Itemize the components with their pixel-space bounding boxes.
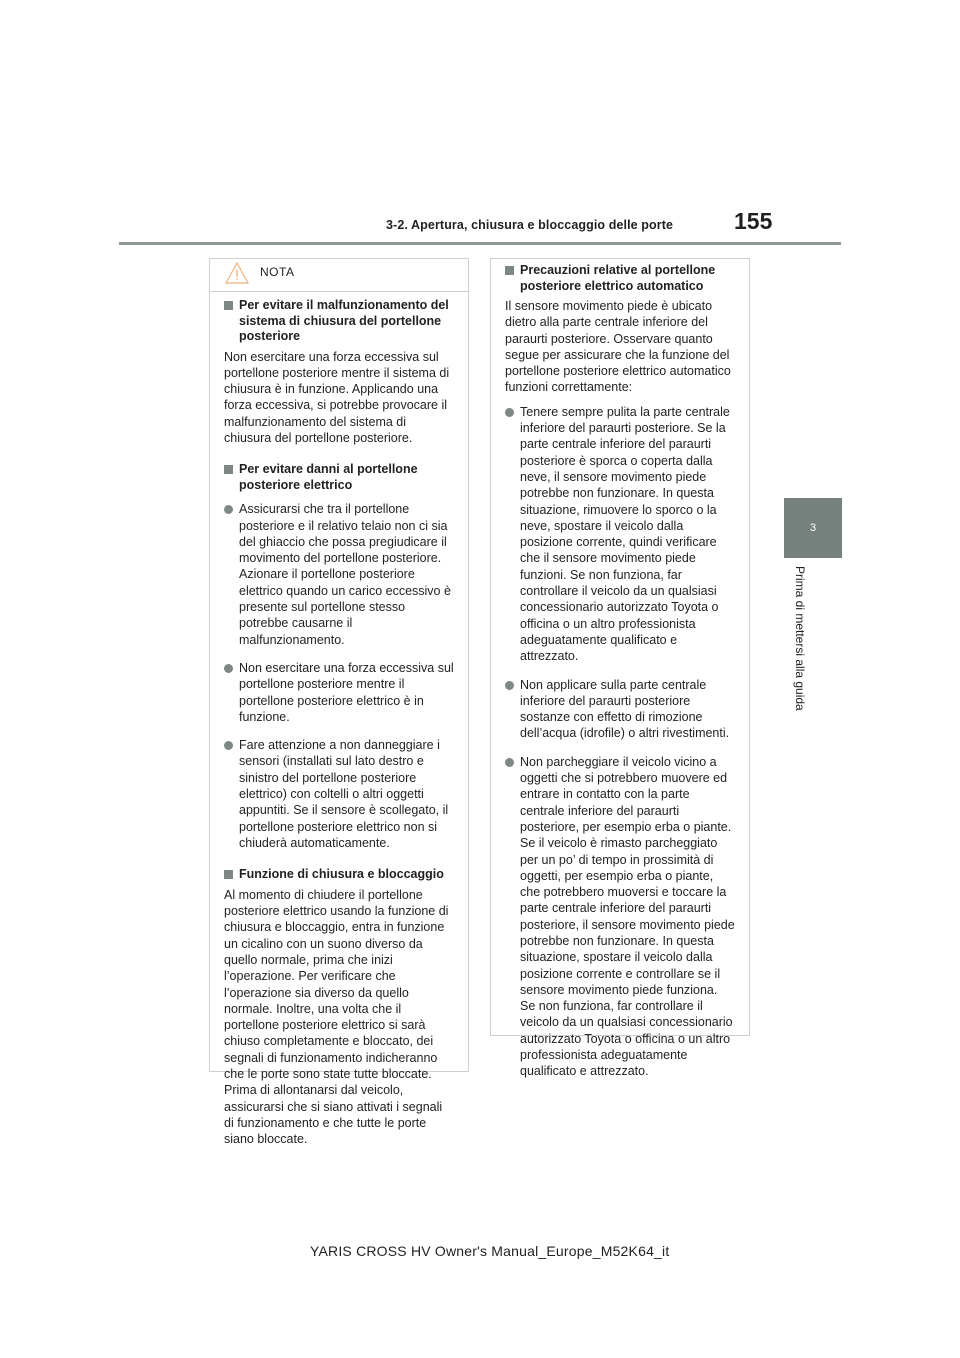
square-bullet-icon <box>224 870 233 879</box>
section-heading: Funzione di chiusura e bloccaggio <box>224 867 454 883</box>
round-bullet-icon <box>224 505 233 514</box>
section-heading: Per evitare danni al portellone posteriore elettrico <box>224 462 454 493</box>
section-paragraph: Non esercitare una forza eccessiva sul portellone posteriore mentre il sistema di chiusura è in funzione. Applicando una forza eccessiva, si potrebbe provocare il malfunzionamento del sistema di chiusura del portellone posteriore. <box>224 349 450 445</box>
list-item: Non applicare sulla parte centrale inferiore del paraurti posteriore sostanze con effetto di rimozione dell’acqua (idrofile) o altri rivestimenti. <box>505 677 735 742</box>
page-number: 155 <box>734 208 773 234</box>
section-paragraph: Il sensore movimento piede è ubicato dietro alla parte centrale inferiore del paraurti posteriore. Osservare quanto segue per assicurare che la funzione del portellone posteriore elettrico automatico funzioni correttamente: <box>505 299 731 395</box>
round-bullet-icon <box>505 408 514 417</box>
chapter-tab: 3 <box>784 498 842 558</box>
list-item: Tenere sempre pulita la parte centrale inferiore del paraurti posteriore. Se la parte centrale inferiore del paraurti posteriore è sporca o coperta dalla neve, il sensore movimento piede potrebbe non funzionare. In questa situazione, rimuovere lo sporco o la neve, spostare il veicolo dalla posizione corrente, quindi verificare che il sensore movimento piede funzioni. Se non funziona, far controllare il veicolo da un qualsiasi concessionario autorizzato Toyota o officina o un altro professionista adeguatamente qualificato e attrezzato. <box>505 404 735 665</box>
chapter-title-vertical <box>793 566 820 746</box>
nota-label: NOTA <box>260 265 295 279</box>
list-item: Assicurarsi che tra il portellone posteriore e il relativo telaio non ci sia del ghiaccio che possa pregiudicare il movimento del portellone posteriore. Azionare il portellone posteriore elettrico quando un carico eccessivo è presente sul portellone stesso potrebbe causarne il malfunzionamento. <box>224 501 454 648</box>
warning-triangle-icon <box>224 261 250 285</box>
square-bullet-icon <box>505 266 514 275</box>
nota-box <box>209 258 469 1147</box>
header-section-title: 3-2. Apertura, chiusura e bloccaggio delle porte <box>386 218 674 232</box>
info-box <box>490 258 750 1079</box>
list-item: Non esercitare una forza eccessiva sul portellone posteriore mentre il portellone posteriore elettrico è in funzione. <box>224 660 454 725</box>
section-paragraph: Al momento di chiudere il portellone posteriore elettrico usando la funzione di chiusura e bloccaggio, entra in funzione un cicalino con un suono diverso da quello normale, prima che inizi l’operazione. Per verificare che l’operazione sia diverso da quello normale. Inoltre, una volta che il portellone posteriore elettrico si sarà chiuso completamente e bloccato, dei segnali di funzionamento indicheranno che le porte sono state tutte bloccate. Prima di allontanarsi dal veicolo, assicurarsi che si siano attivati i segnali di funzionamento e che tutte le porte siano bloccate. <box>224 887 449 1147</box>
chapter-title: Prima di mettersi alla guida <box>793 566 807 711</box>
round-bullet-icon <box>505 681 514 690</box>
round-bullet-icon <box>224 664 233 673</box>
square-bullet-icon <box>224 465 233 474</box>
round-bullet-icon <box>505 758 514 767</box>
footer-text: YARIS CROSS HV Owner's Manual_Europe_M52K64_it <box>310 1243 670 1259</box>
list-item: Fare attenzione a non danneggiare i sensori (installati sul lato destro e sinistro del portellone posteriore elettrico) con coltelli o altri oggetti appuntiti. Se il sensore è scollegato, il portellone posteriore elettrico non si chiuderà automaticamente. <box>224 737 454 851</box>
section-heading: Precauzioni relative al portellone posteriore elettrico automatico <box>505 263 735 294</box>
square-bullet-icon <box>224 301 233 310</box>
round-bullet-icon <box>224 741 233 750</box>
section-heading: Per evitare il malfunzionamento del sistema di chiusura del portellone posteriore <box>224 298 454 345</box>
list-item: Non parcheggiare il veicolo vicino a oggetti che si potrebbero muovere ed entrare in contatto con la parte centrale inferiore del paraurti posteriore, per esempio erba o piante. Se il veicolo è rimasto parcheggiato per un po’ di tempo in prossimità di oggetti, per esempio erba o piante, che potrebbero muoversi e toccare la parte centrale inferiore del paraurti posteriore, il sensore movimento piede potrebbe non funzionare. In questa situazione, spostare il veicolo dalla posizione corrente e controllare se il sensore movimento piede funziona. Se non funziona, far controllare il veicolo da un qualsiasi concessionario autorizzato Toyota o officina o un altro professionista adeguatamente qualificato e attrezzato. <box>505 754 735 1080</box>
nota-header <box>210 259 468 292</box>
header-rule <box>119 242 841 245</box>
